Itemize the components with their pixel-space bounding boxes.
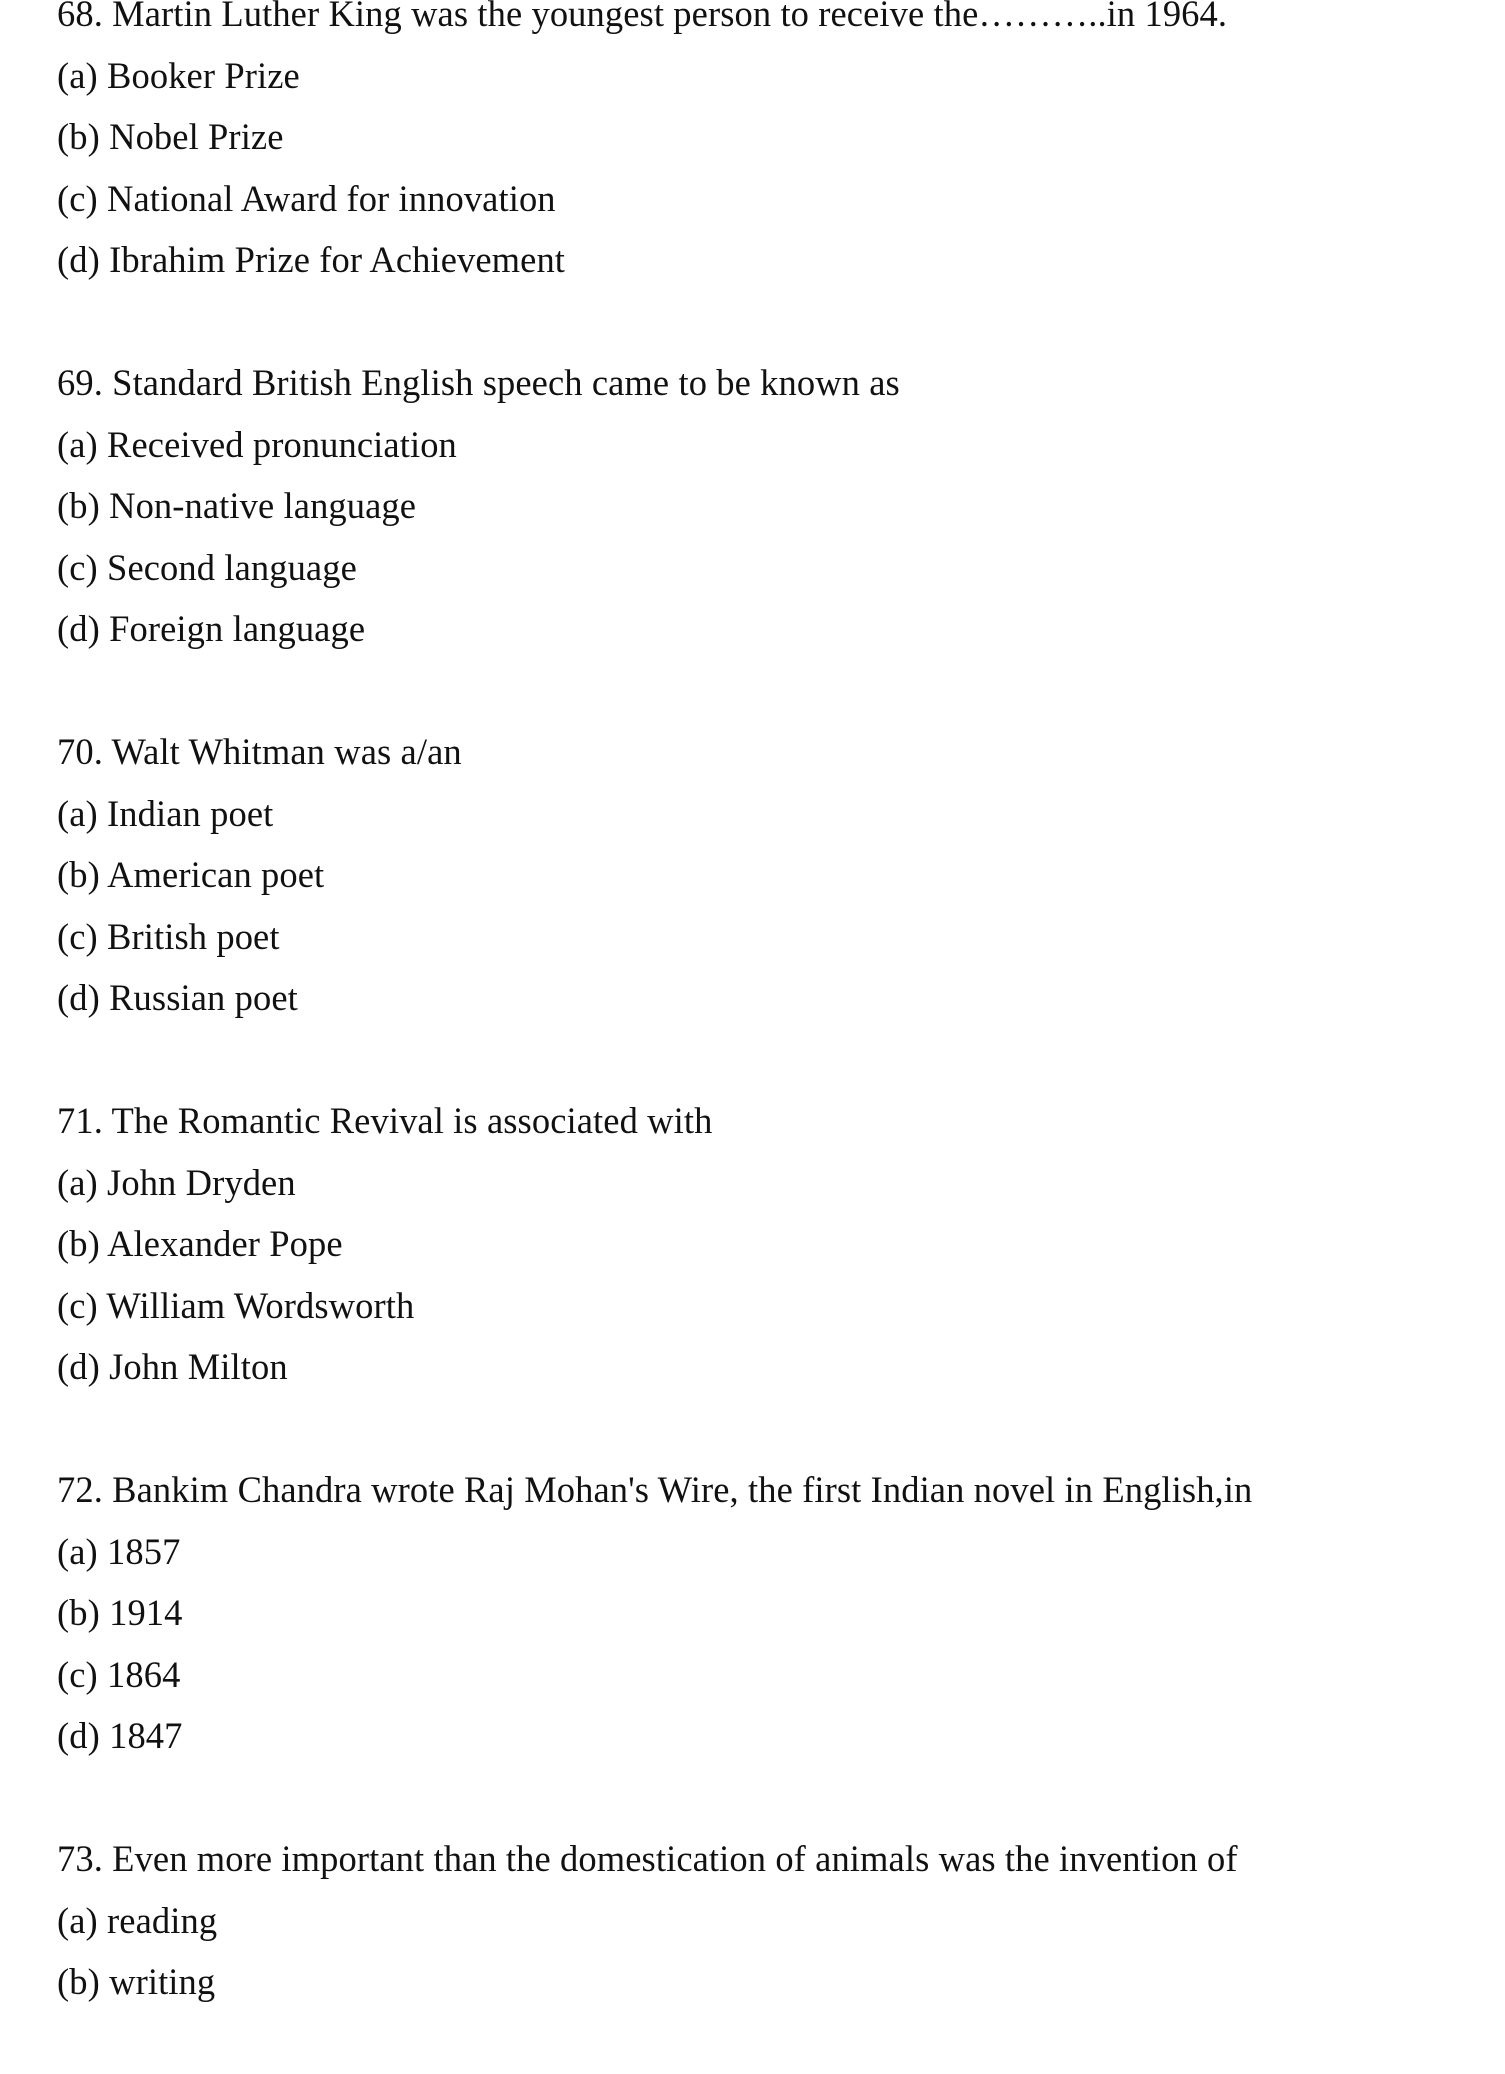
option-text: Russian poet <box>109 977 298 1018</box>
option-d <box>57 1705 1477 1767</box>
option-text: Received pronunciation <box>107 423 457 465</box>
option-label: (a) <box>57 1899 98 1941</box>
question-number: 70. <box>57 731 103 772</box>
option-label: (a) <box>57 423 98 465</box>
option-text: Foreign language <box>109 608 366 649</box>
question-number: 69. <box>57 362 103 403</box>
option-b <box>57 1582 1477 1644</box>
question-text: Bankim Chandra wrote Raj Mohan's Wire, the first Indian novel in English,in <box>112 1469 1253 1510</box>
option-label: (d) <box>57 977 100 1018</box>
option-label: (d) <box>57 1346 100 1387</box>
question-68 <box>57 0 1477 291</box>
option-text: 1864 <box>107 1653 181 1695</box>
option-d <box>57 229 1477 291</box>
option-label: (a) <box>57 54 98 96</box>
option-label: (d) <box>57 608 100 649</box>
option-b <box>57 475 1477 537</box>
option-text: Ibrahim Prize for Achievement <box>109 239 566 280</box>
option-text: Nobel Prize <box>109 116 284 157</box>
option-label: (c) <box>57 1653 98 1695</box>
option-d <box>57 967 1477 1029</box>
option-b <box>57 106 1477 168</box>
option-c <box>57 1644 1477 1706</box>
option-text: American poet <box>107 854 325 895</box>
question-text: Walt Whitman was a/an <box>111 731 462 772</box>
option-text: William Wordsworth <box>106 1284 415 1326</box>
option-label: (b) <box>57 854 100 895</box>
option-text: National Award for innovation <box>107 177 556 219</box>
question-73 <box>57 1828 1477 2013</box>
question-72 <box>57 1459 1477 1767</box>
question-stem <box>57 352 1477 414</box>
option-label: (c) <box>57 546 98 588</box>
question-69 <box>57 352 1477 660</box>
option-label: (a) <box>57 1530 98 1572</box>
option-text: Non-native language <box>109 485 417 526</box>
option-label: (c) <box>57 915 98 957</box>
option-text: Indian poet <box>107 792 274 834</box>
question-text: Even more important than the domestication of animals was the invention of <box>112 1838 1238 1879</box>
option-label: (b) <box>57 1223 100 1264</box>
option-c <box>57 537 1477 599</box>
option-text: 1914 <box>109 1592 183 1633</box>
option-d <box>57 1336 1477 1398</box>
question-text: Martin Luther King was the youngest person to receive the………..in 1964. <box>112 0 1228 34</box>
option-a <box>57 1521 1477 1583</box>
option-c <box>57 906 1477 968</box>
option-label: (d) <box>57 239 100 280</box>
option-a <box>57 1890 1477 1952</box>
question-stem <box>57 1459 1477 1521</box>
option-text: Alexander Pope <box>107 1223 343 1264</box>
question-stem <box>57 1828 1477 1890</box>
option-label: (d) <box>57 1715 100 1756</box>
option-text: John Milton <box>109 1346 288 1387</box>
option-label: (b) <box>57 116 100 157</box>
option-text: John Dryden <box>107 1161 296 1203</box>
option-text: British poet <box>107 915 280 957</box>
question-stem <box>57 721 1477 783</box>
option-label: (a) <box>57 1161 98 1203</box>
option-label: (a) <box>57 792 98 834</box>
option-d <box>57 598 1477 660</box>
option-a <box>57 783 1477 845</box>
option-a <box>57 1152 1477 1214</box>
question-number: 68. <box>57 0 103 34</box>
question-text: Standard British English speech came to be known as <box>112 362 900 403</box>
option-b <box>57 1213 1477 1275</box>
option-a <box>57 45 1477 107</box>
option-label: (b) <box>57 1961 100 2002</box>
option-text: Second language <box>107 546 357 588</box>
option-label: (c) <box>57 177 98 219</box>
option-text: 1847 <box>109 1715 183 1756</box>
question-text: The Romantic Revival is associated with <box>111 1100 713 1141</box>
option-text: Booker Prize <box>107 54 300 96</box>
question-number: 73. <box>57 1838 103 1879</box>
question-page <box>57 0 1477 2074</box>
option-label: (b) <box>57 1592 100 1633</box>
option-c <box>57 1275 1477 1337</box>
option-text: reading <box>107 1899 218 1941</box>
question-70 <box>57 721 1477 1029</box>
option-b <box>57 844 1477 906</box>
option-label: (b) <box>57 485 100 526</box>
option-b <box>57 1951 1477 2013</box>
question-number: 72. <box>57 1469 103 1510</box>
option-text: writing <box>109 1961 216 2002</box>
option-a <box>57 414 1477 476</box>
question-71 <box>57 1090 1477 1398</box>
question-stem <box>57 0 1477 45</box>
option-text: 1857 <box>107 1530 181 1572</box>
question-number: 71. <box>57 1100 103 1141</box>
option-label: (c) <box>57 1284 98 1326</box>
option-c <box>57 168 1477 230</box>
question-stem <box>57 1090 1477 1152</box>
